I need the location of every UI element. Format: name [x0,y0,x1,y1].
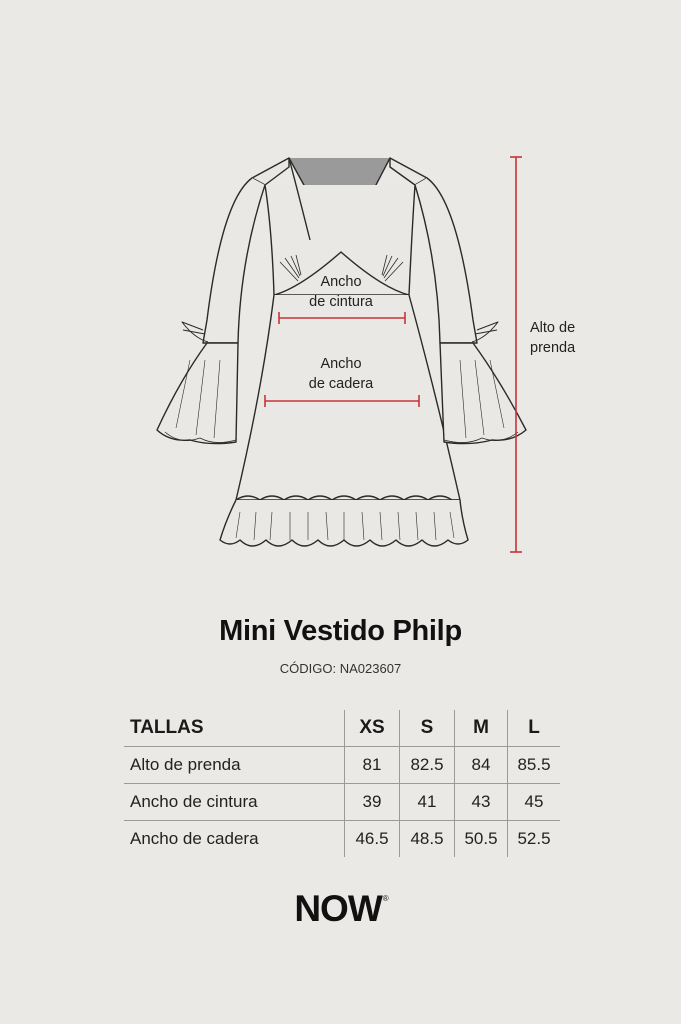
size-table [124,710,560,857]
table-row [124,747,560,784]
header-xs: XS [345,710,400,747]
hip-label-line2: de cadera [308,376,374,392]
waist-label [291,272,391,312]
cell: 39 [345,784,400,821]
cell: 84 [455,747,508,784]
registered-mark-icon: ® [382,894,388,903]
table-row [124,821,560,858]
length-label-line2: prenda [530,340,576,356]
product-title: Mini Vestido Philp [219,615,462,647]
product-code: CÓDIGO: NA023607 [279,661,402,676]
length-label-line1: Alto de [530,320,576,336]
row-label: Alto de prenda [124,747,345,784]
brand-logo-text: NOW [294,888,382,929]
table-row [124,784,560,821]
cell: 82.5 [400,747,455,784]
row-label: Ancho de cadera [124,821,345,858]
hip-label-line1: Ancho [320,356,362,372]
length-label [530,318,575,358]
header-s: S [400,710,455,747]
header-m: M [455,710,508,747]
cell: 52.5 [508,821,561,858]
row-label: Ancho de cintura [124,784,345,821]
hip-label [291,354,391,394]
cell: 50.5 [455,821,508,858]
cell: 43 [455,784,508,821]
size-table-header [124,710,560,747]
cell: 45 [508,784,561,821]
header-sizes: TALLAS [130,717,204,738]
cell: 46.5 [345,821,400,858]
cell: 85.5 [508,747,561,784]
cell: 81 [345,747,400,784]
waist-label-line1: Ancho [320,274,362,290]
header-l: L [508,710,561,747]
waist-label-line2: de cintura [309,294,373,310]
cell: 41 [400,784,455,821]
brand-logo [0,888,681,930]
cell: 48.5 [400,821,455,858]
